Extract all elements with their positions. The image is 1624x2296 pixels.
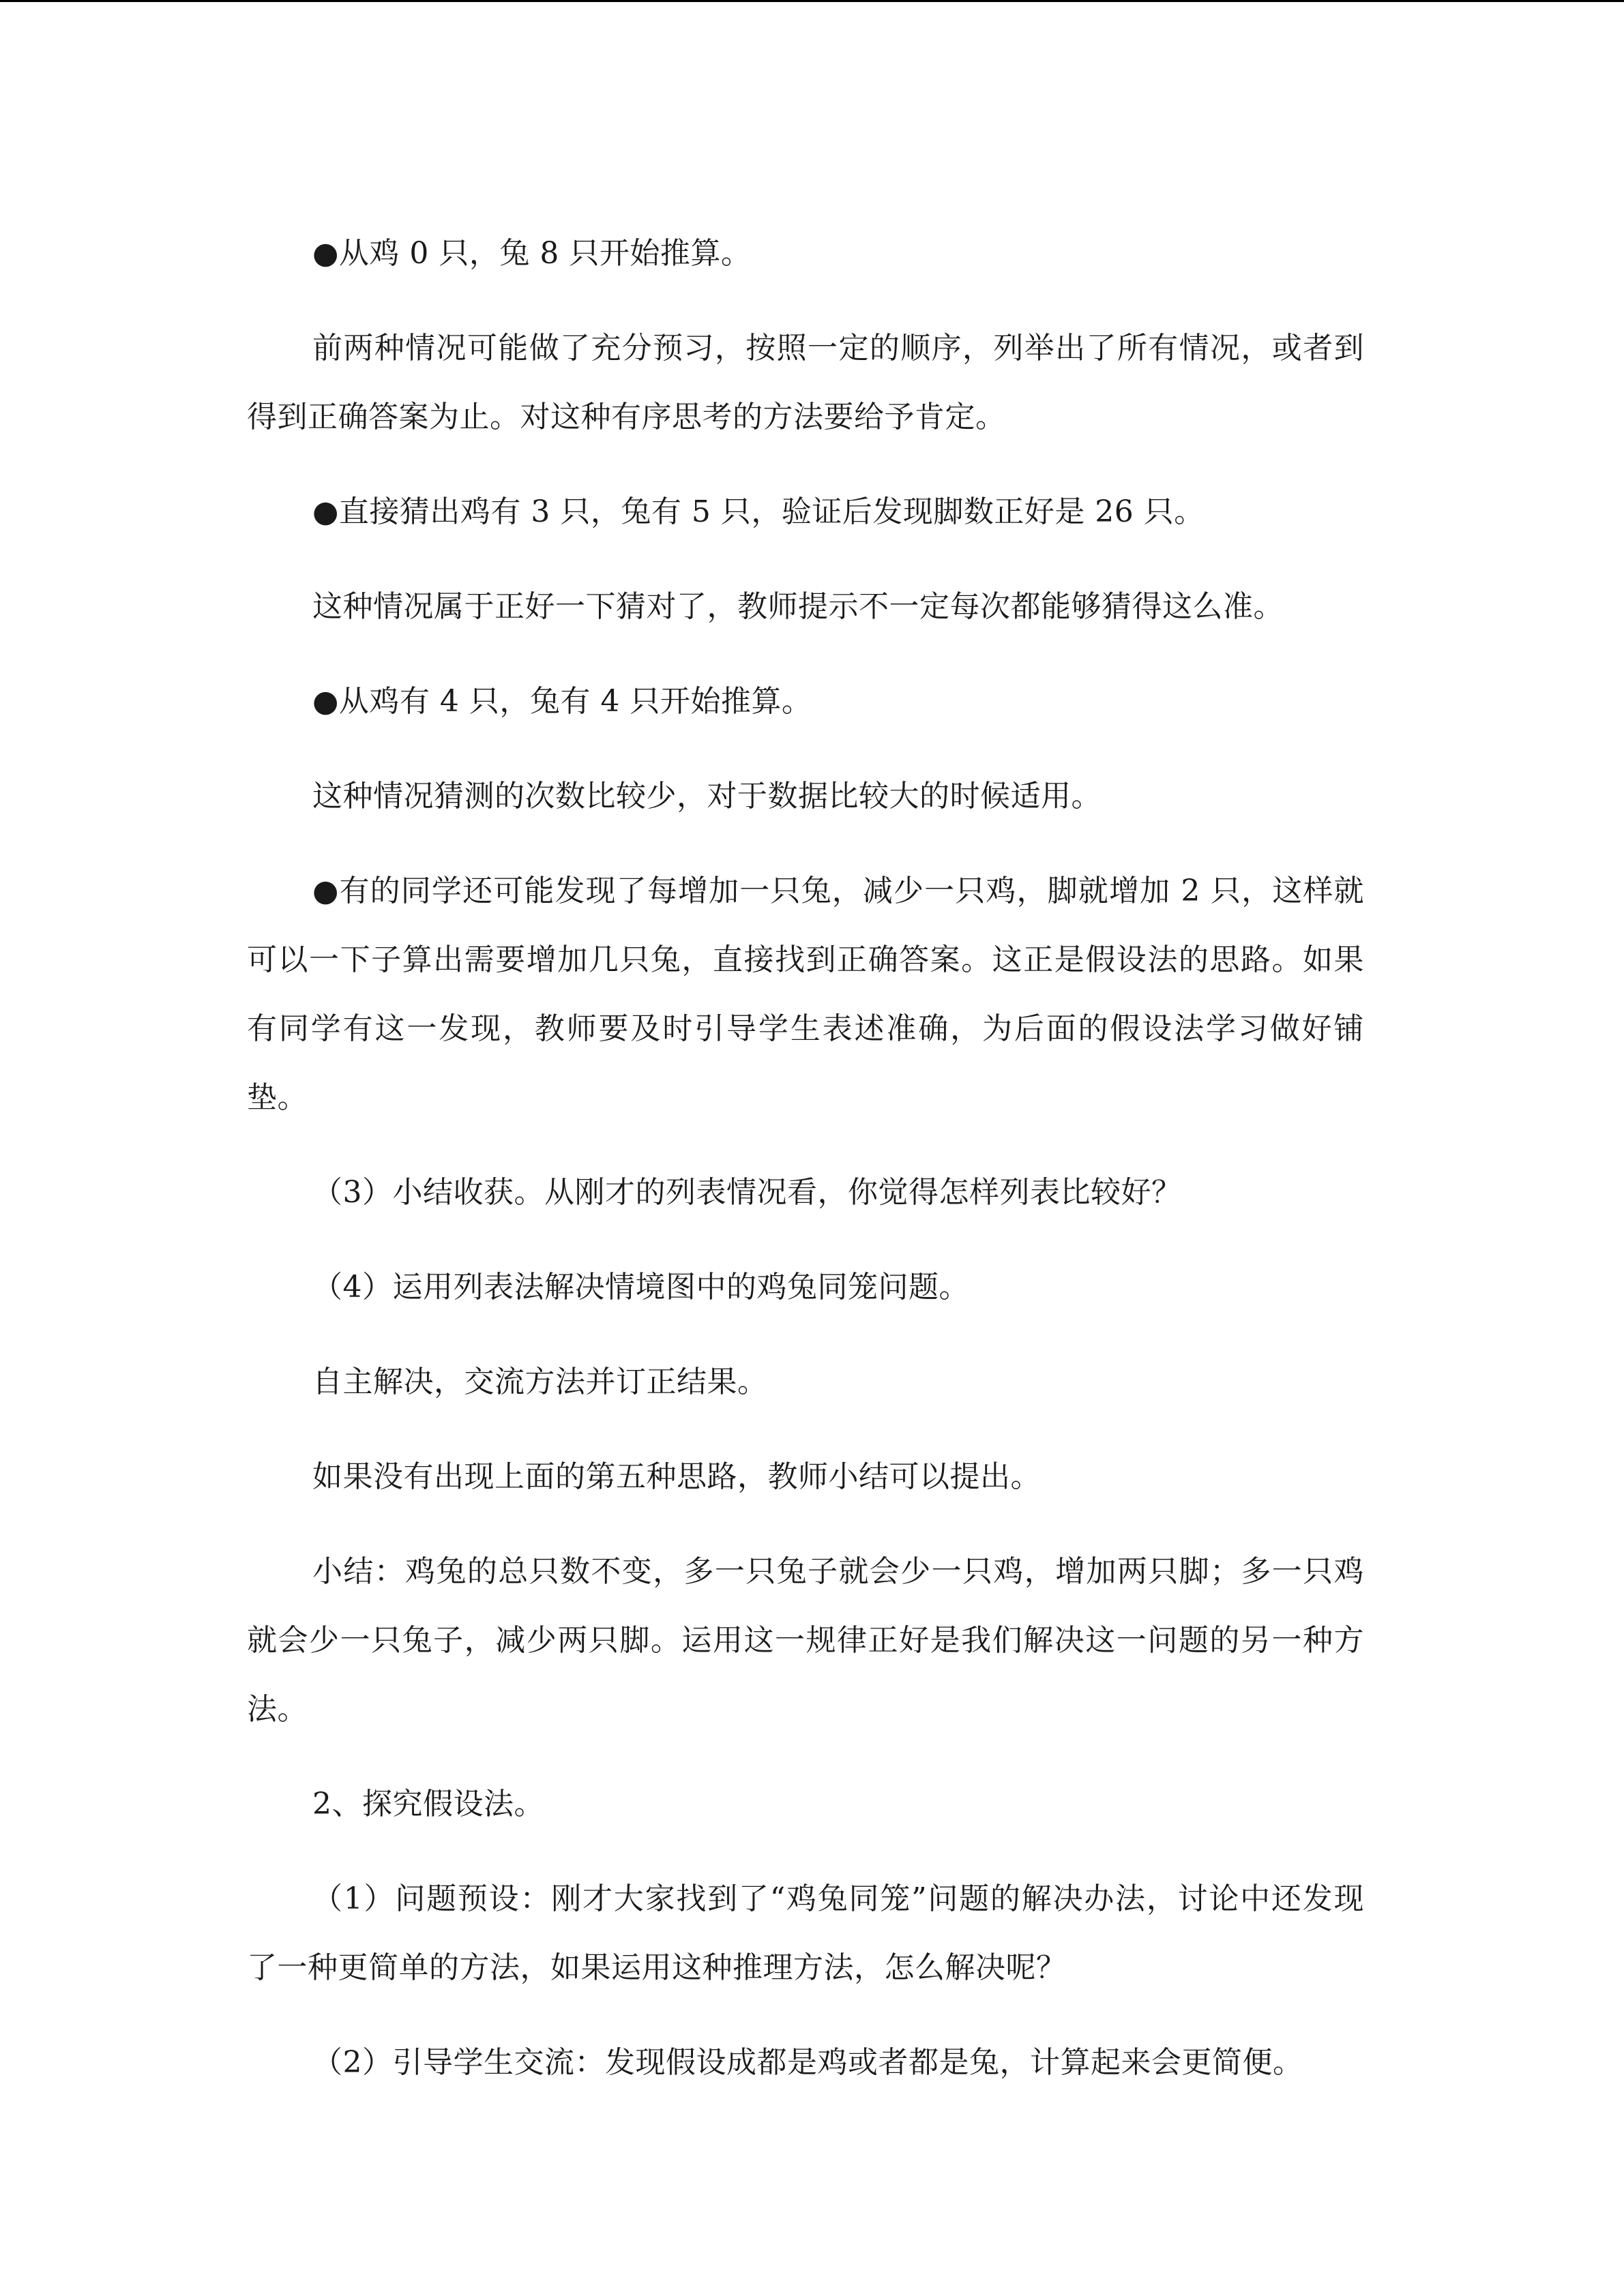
paragraph-7: ●有的同学还可能发现了每增加一只兔，减少一只鸡，脚就增加 2 只，这样就可以一下子算出需要增加几只兔，直接找到正确答案。这正是假设法的思路。如果有同学有这一发现，教师要及时引导学生表述准确，为后面的假设法学习做好铺垫。 <box>247 874 1364 1115</box>
document-body <box>247 219 1364 2097</box>
paragraph-8: （3）小结收获。从刚才的列表情况看，你觉得怎样列表比较好？ <box>312 1175 1182 1210</box>
paragraph-6: 这种情况猜测的次数比较少，对于数据比较大的时候适用。 <box>312 779 1102 814</box>
paragraph-10: 自主解决，交流方法并订正结果。 <box>312 1365 768 1399</box>
paragraph-11: 如果没有出现上面的第五种思路，教师小结可以提出。 <box>312 1459 1041 1494</box>
paragraph-5: ●从鸡有 4 只，兔有 4 只开始推算。 <box>312 684 812 719</box>
paragraph-12: 小结：鸡兔的总只数不变，多一只兔子就会少一只鸡，增加两只脚；多一只鸡就会少一只兔子，减少两只脚。运用这一规律正好是我们解决这一问题的另一种方法。 <box>247 1554 1364 1727</box>
paragraph-2: 前两种情况可能做了充分预习，按照一定的顺序，列举出了所有情况，或者到得到正确答案为止。对这种有序思考的方法要给予肯定。 <box>247 331 1364 434</box>
paragraph-3: ●直接猜出鸡有 3 只，兔有 5 只，验证后发现脚数正好是 26 只。 <box>312 494 1205 529</box>
paragraph-13: 2、探究假设法。 <box>312 1787 544 1821</box>
paragraph-14: （1）问题预设：刚才大家找到了“鸡兔同笼”问题的解决办法，讨论中还发现了一种更简单的方法，如果运用这种推理方法，怎么解决呢？ <box>247 1881 1364 1985</box>
paragraph-9: （4）运用列表法解决情境图中的鸡兔同笼问题。 <box>312 1270 969 1304</box>
paragraph-15: （2）引导学生交流：发现假设成都是鸡或者都是兔，计算起来会更简便。 <box>312 2045 1303 2080</box>
paragraph-4: 这种情况属于正好一下猜对了，教师提示不一定每次都能够猜得这么准。 <box>312 589 1284 624</box>
paragraph-1: ●从鸡 0 只，兔 8 只开始推算。 <box>312 236 752 271</box>
